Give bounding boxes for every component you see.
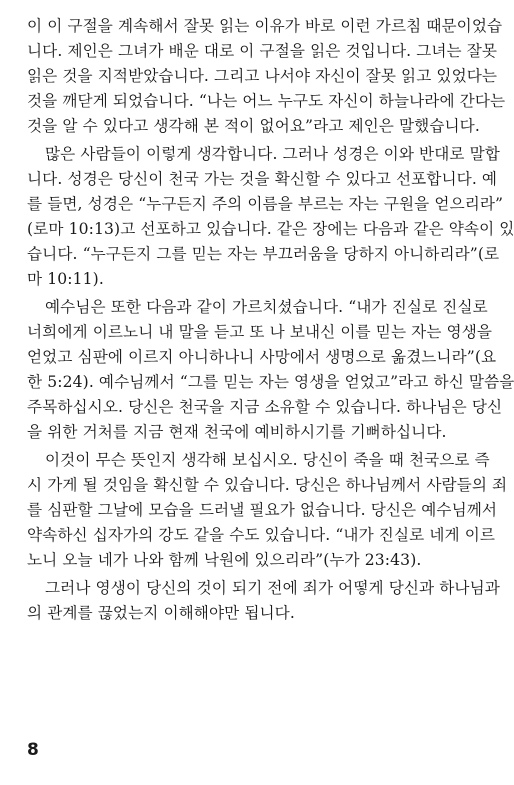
text-line: 것을 깨닫게 되었습니다. “나는 어느 누구도 자신이 하늘나라에 간다는 — [27, 92, 506, 110]
paragraph-4 — [27, 448, 508, 573]
text-line: 니다. 성경은 당신이 천국 가는 것을 확신할 수 있다고 선포합니다. 예 — [27, 170, 498, 188]
body-text — [27, 14, 514, 626]
paragraph-2 — [27, 142, 514, 292]
text-line: 를 들면, 성경은 “누구든지 주의 이름을 부르는 자는 구원을 얻으리라” — [27, 195, 504, 213]
paragraph-1 — [27, 14, 506, 139]
text-line: 시 가게 될 것임을 확신할 수 있습니다. 당신은 하나님께서 사람들의 죄 — [27, 476, 508, 494]
text-line: 예수님은 또한 다음과 같이 가르치셨습니다. “내가 진실로 진실로 — [45, 298, 488, 316]
text-line: 것을 알 수 있다고 생각해 본 적이 없어요”라고 제인은 말했습니다. — [27, 117, 480, 135]
paragraph-5 — [27, 576, 500, 626]
text-line: 많은 사람들이 이렇게 생각합니다. 그러나 성경은 이와 반대로 말합 — [45, 145, 500, 163]
text-line: 너희에게 이르노니 내 말을 듣고 또 나 보내신 이를 믿는 자는 영생을 — [27, 323, 493, 341]
text-line: 마 10:11). — [27, 270, 104, 288]
text-line: 이것이 무슨 뜻인지 생각해 보십시오. 당신이 죽을 때 천국으로 즉 — [45, 451, 490, 469]
text-line: 그러나 영생이 당신의 것이 되기 전에 죄가 어떻게 당신과 하나님과 — [45, 579, 500, 597]
text-line: (로마 10:13)고 선포하고 있습니다. 같은 장에는 다음과 같은 약속이 있 — [27, 220, 514, 238]
text-line: 약속하신 십자가의 강도 같을 수도 있습니다. “내가 진실로 네게 이르 — [27, 526, 496, 544]
text-line: 주목하십시오. 당신은 천국을 지금 소유할 수 있습니다. 하나님은 당신 — [27, 398, 503, 416]
text-line: 읽은 것을 지적받았습니다. 그리고 나서야 자신이 잘못 읽고 있었다는 — [27, 67, 498, 85]
text-line: 니다. 제인은 그녀가 배운 대로 이 구절을 읽은 것입니다. 그녀는 잘못 — [27, 42, 498, 60]
text-line: 한 5:24). 예수님께서 “그를 믿는 자는 영생을 얻었고”라고 하신 말씀을 — [27, 373, 514, 391]
paragraph-3 — [27, 295, 514, 445]
text-line: 를 심판할 그날에 모습을 드러낼 필요가 없습니다. 당신은 예수님께서 — [27, 501, 498, 519]
text-line: 습니다. “누구든지 그를 믿는 자는 부끄러움을 당하지 아니하리라”(로 — [27, 245, 500, 263]
text-line: 을 위한 거처를 지금 현재 천국에 예비하시기를 기뻐하십니다. — [27, 423, 447, 441]
text-line: 의 관계를 끊었는지 이해해야만 됩니다. — [27, 604, 295, 622]
text-line: 노니 오늘 네가 나와 함께 낙원에 있으리라”(누가 23:43). — [27, 551, 422, 569]
page-number: 8 — [27, 740, 39, 760]
text-line: 이 이 구절을 계속해서 잘못 읽는 이유가 바로 이런 가르침 때문이었습 — [27, 17, 503, 35]
text-line: 얻었고 심판에 이르지 아니하나니 사망에서 생명으로 옮겼느니라”(요 — [27, 348, 497, 366]
